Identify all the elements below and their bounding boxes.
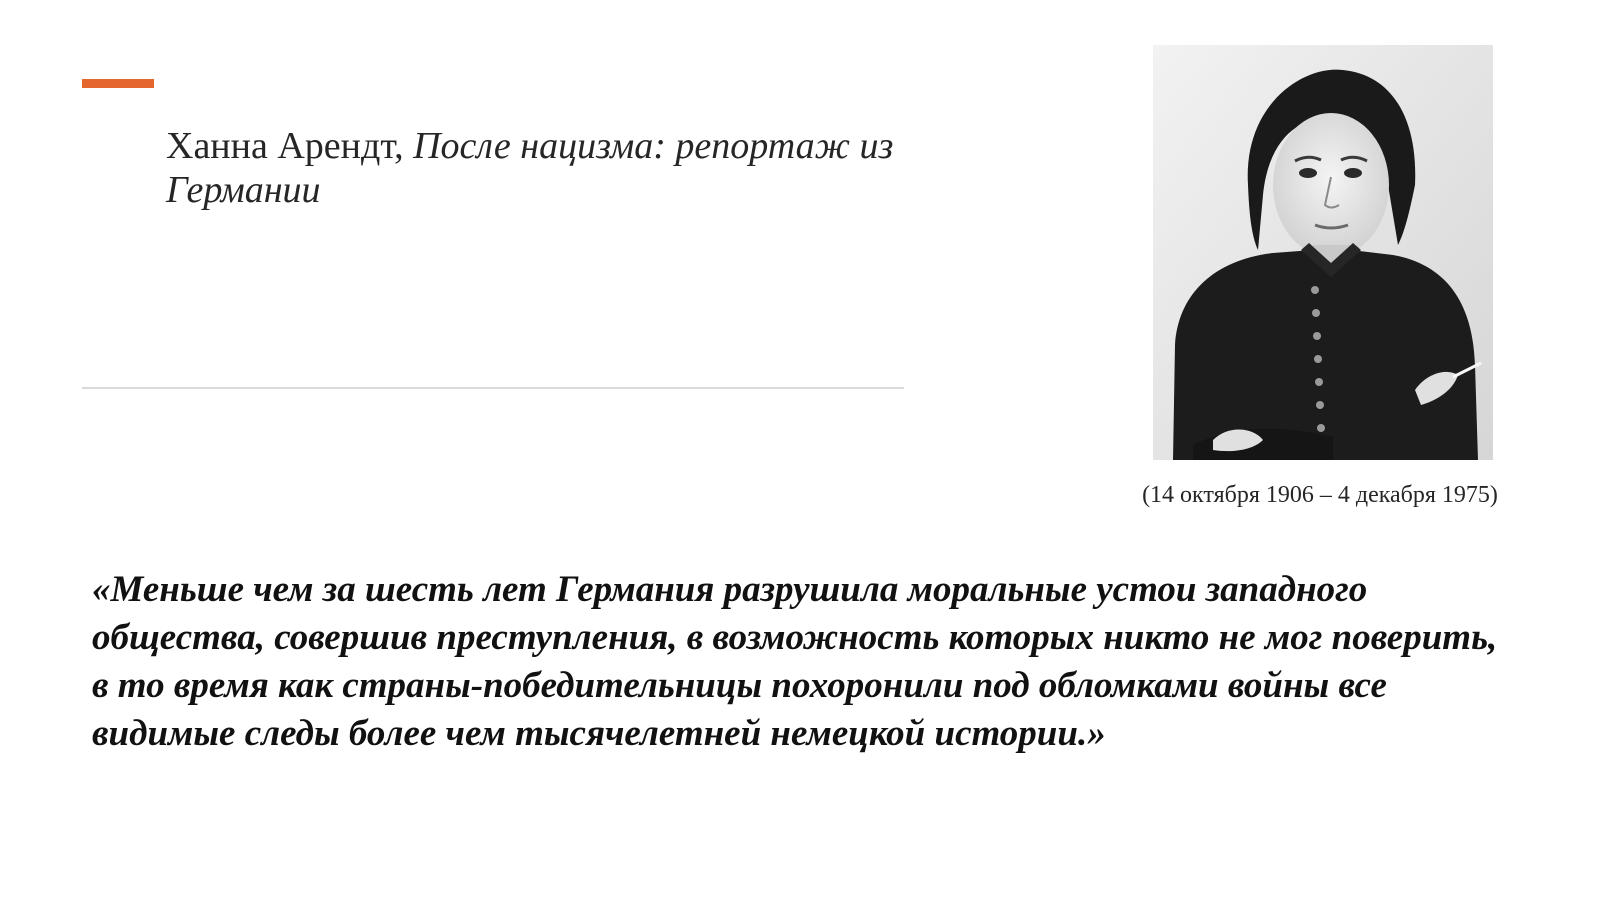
divider-line bbox=[82, 387, 904, 389]
slide-title bbox=[166, 124, 926, 212]
quote-text: «Меньше чем за шесть лет Германия разрушила моральные устои западного общества, совершив преступления, в возможность которых никто не мог поверить, в то время как страны-победительницы похоронили под обломками войны все видимые следы более чем тысячелетней немецкой истории.» bbox=[92, 569, 1498, 754]
accent-bar bbox=[82, 79, 154, 88]
title-work: После нацизма: репортаж из Германии bbox=[166, 125, 894, 211]
title-author: Ханна Арендт, bbox=[166, 125, 404, 167]
portrait-photo bbox=[1153, 45, 1493, 460]
life-dates: (14 октября 1906 – 4 декабря 1975) bbox=[1142, 482, 1498, 508]
